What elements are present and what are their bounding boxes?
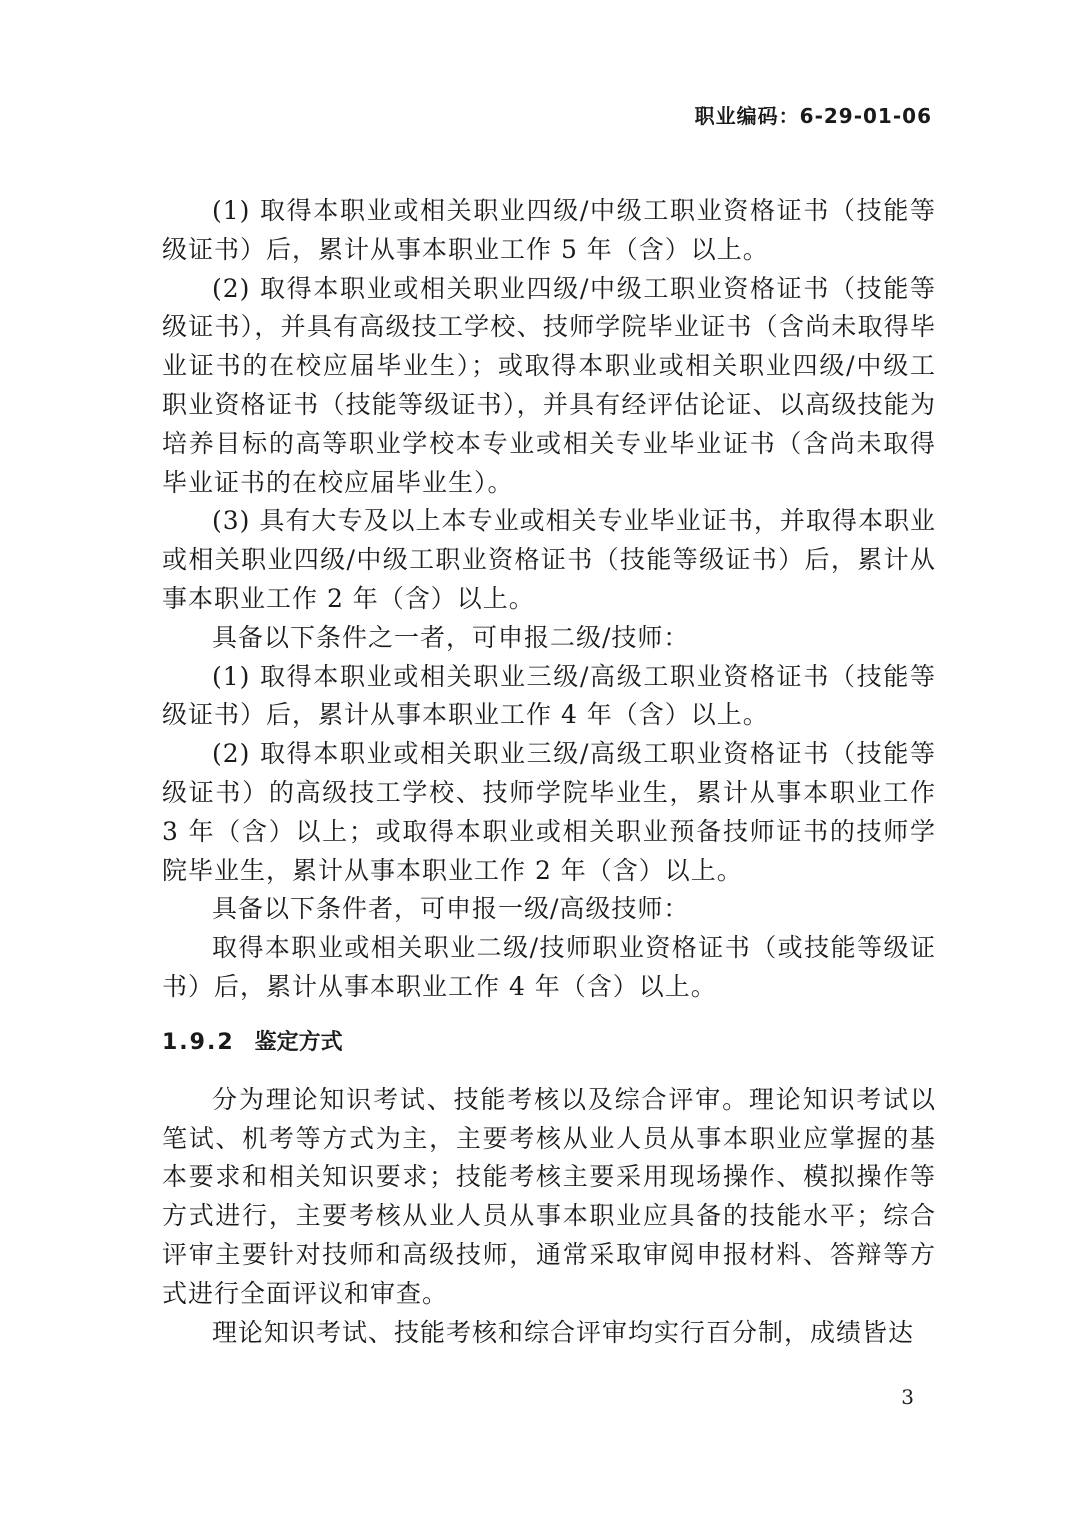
section-title: 鉴定方式 xyxy=(254,1029,343,1055)
paragraph: 理论知识考试、技能考核和综合评审均实行百分制，成绩皆达 xyxy=(212,1317,915,1347)
page-body xyxy=(162,192,936,1352)
paragraph: 具备以下条件之一者，可申报二级/技师： xyxy=(212,622,690,652)
occupation-code-header: 职业编码：6-29-01-06 xyxy=(694,104,932,128)
page-number: 3 xyxy=(901,1385,914,1409)
paragraph: (3) 具有大专及以上本专业或相关专业毕业证书，并取得本职业或相关职业四级/中级工职业资格证书（技能等级证书）后，累计从事本职业工作 2 年（含）以上。 xyxy=(162,506,936,613)
paragraph: 取得本职业或相关职业二级/技师职业资格证书（或技能等级证书）后，累计从事本职业工作 4 年（含）以上。 xyxy=(162,933,936,1001)
paragraph: (1) 取得本职业或相关职业三级/高级工职业资格证书（技能等级证书）后，累计从事本职业工作 4 年（含）以上。 xyxy=(162,661,936,730)
section-number: 1.9.2 xyxy=(162,1029,235,1055)
paragraph: 具备以下条件者，可申报一级/高级技师： xyxy=(212,894,690,924)
paragraph: (2) 取得本职业或相关职业四级/中级工职业资格证书（技能等级证书），并具有高级技工学校、技师学院毕业证书（含尚未取得毕业证书的在校应届毕业生）；或取得本职业或相关职业四级/中级工职业资格证书（技能等级证书），并具有经评估论证、以高级技能为培养目标的高等职业学校本专业或相关专业毕业证书（含尚未取得毕业证书的在校应届毕业生）。 xyxy=(162,273,936,497)
paragraph: (2) 取得本职业或相关职业三级/高级工职业资格证书（技能等级证书）的高级技工学校、技师学院毕业生，累计从事本职业工作 3 年（含）以上；或取得本职业或相关职业预备技师证书的技师学院毕业生，累计从事本职业工作 2 年（含）以上。 xyxy=(162,739,936,885)
paragraph: (1) 取得本职业或相关职业四级/中级工职业资格证书（技能等级证书）后，累计从事本职业工作 5 年（含）以上。 xyxy=(162,196,936,264)
section-heading xyxy=(162,1023,936,1063)
paragraph: 分为理论知识考试、技能考核以及综合评审。理论知识考试以笔试、机考等方式为主，主要考核从业人员从事本职业应掌握的基本要求和相关知识要求；技能考核主要采用现场操作、模拟操作等方式进行，主要考核从业人员从事本职业应具备的技能水平；综合评审主要针对技师和高级技师，通常采取审阅申报材料、答辩等方式进行全面评议和审查。 xyxy=(162,1084,936,1308)
